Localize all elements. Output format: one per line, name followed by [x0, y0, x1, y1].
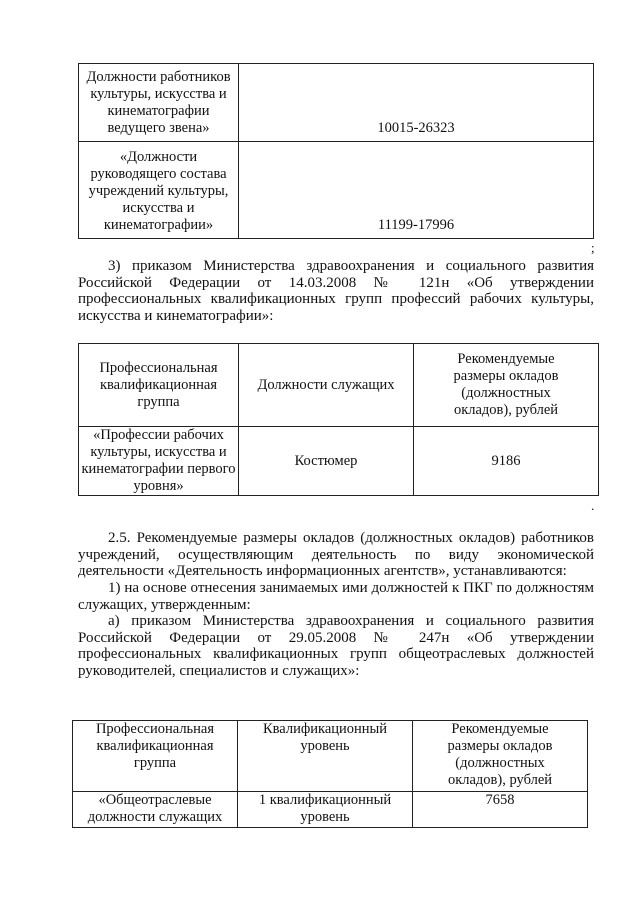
- semicolon-mark: ;: [591, 240, 595, 255]
- group-cell: «Общеотраслевые должности служащих: [73, 792, 238, 828]
- salary-cell: 7658: [413, 792, 588, 828]
- paragraph-3: 3) приказом Министерства здравоохранения и социального развития Российской Федерации от 14.03.2008 № 121н «Об утверждении профессиональных квалификационных групп профессий рабочих культуры, искусства и кинематографии»:: [78, 258, 594, 324]
- paragraph-a: а) приказом Министерства здравоохранения и социального развития Российской Федерации от 29.05.2008 № 247н «Об утверждении профессиональных квалификационных групп общеотраслевых должностей руководителей, специалистов и служащих»:: [78, 613, 594, 679]
- salary-cell: 9186: [414, 427, 599, 496]
- table-3: [72, 720, 588, 828]
- header-cell: Профессиональная квалификационная группа: [73, 721, 238, 792]
- header-cell: Рекомендуемые размеры окладов (должностных окладов), рублей: [413, 721, 588, 792]
- position-cell: Костюмер: [239, 427, 414, 496]
- salary-cell: 11199-17996: [239, 142, 594, 239]
- table-row: [79, 64, 594, 142]
- period-mark: .: [591, 498, 595, 513]
- paragraph-2-5: 2.5. Рекомендуемые размеры окладов (должностных окладов) работников учреждений, осуществляющим деятельность по виду экономической деятельности «Деятельность информационных агентств», устанавливаются:: [78, 530, 594, 579]
- level-cell: 1 квалификационный уровень: [238, 792, 413, 828]
- header-cell: Профессиональная квалификационная группа: [79, 344, 239, 427]
- header-cell: Квалификационный уровень: [238, 721, 413, 792]
- group-cell: «Профессии рабочих культуры, искусства и кинематографии первого уровня»: [79, 427, 239, 496]
- table-header-row: [79, 344, 599, 427]
- table-2: [78, 343, 599, 496]
- group-cell: Должности работников культуры, искусства и кинематографии ведущего звена»: [79, 64, 239, 142]
- header-cell: Должности служащих: [239, 344, 414, 427]
- table-row: [73, 792, 588, 828]
- header-cell: Рекомендуемые размеры окладов (должностных окладов), рублей: [414, 344, 599, 427]
- salary-cell: 10015-26323: [239, 64, 594, 142]
- group-cell: «Должности руководящего состава учреждений культуры, искусства и кинематографии»: [79, 142, 239, 239]
- table-row: [79, 142, 594, 239]
- table-header-row: [73, 721, 588, 792]
- paragraph-1: 1) на основе отнесения занимаемых ими должностей к ПКГ по должностям служащих, утвержденным:: [78, 580, 594, 613]
- table-row: [79, 427, 599, 496]
- table-1: [78, 63, 594, 239]
